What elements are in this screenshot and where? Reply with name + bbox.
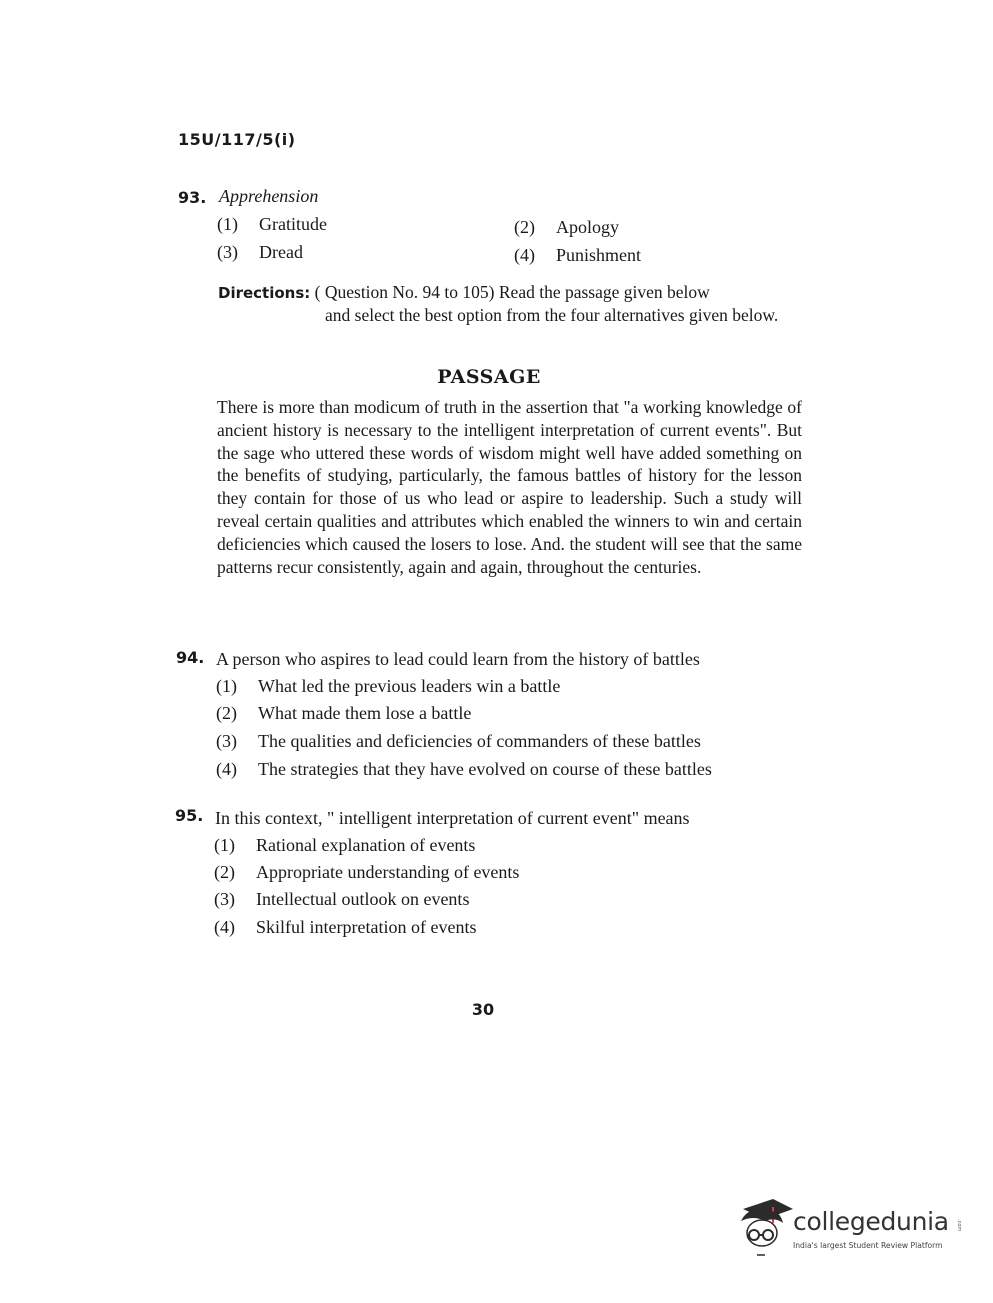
option-number: (1)	[216, 676, 237, 696]
directions-rest: and select the best option from the four alternatives given below.	[325, 305, 779, 325]
option-4	[514, 245, 641, 266]
option-text: The strategies that they have evolved on course of these battles	[258, 759, 712, 779]
option-text: Intellectual outlook on events	[256, 889, 470, 909]
option-3	[214, 889, 469, 910]
option-3	[217, 242, 303, 263]
option-text: Apology	[556, 217, 619, 237]
option-number: (4)	[514, 245, 535, 265]
paper-code: 15U/117/5(i)	[178, 130, 296, 149]
option-text: Skilful interpretation of events	[256, 917, 477, 937]
option-4	[216, 759, 712, 780]
option-text: Appropriate understanding of events	[256, 862, 520, 882]
option-4	[214, 917, 476, 938]
option-text: The qualities and deficiencies of commanders of these battles	[258, 731, 701, 751]
directions	[218, 281, 808, 326]
option-number: (4)	[214, 917, 235, 937]
option-number: (1)	[214, 835, 235, 855]
collegedunia-logo[interactable]	[735, 1195, 965, 1265]
passage-text: There is more than modicum of truth in the assertion that "a working knowledge of ancient history is necessary to the intelligent interpretation of current events". But the sage who uttered these words of wisdom might well have added something on the benefits of studying, particularly, the famous battles of history for the lesson they contain for those of us who lead or aspire to leadership. Such a study will reveal certain qualities and attributes which enabled the winners to win and certain deficiencies which caused the losers to lose. And. the student will see that the same patterns recur consistently, again and again, throughout the centuries.	[217, 397, 802, 577]
option-text: Gratitude	[259, 214, 327, 234]
question-text: In this context, " intelligent interpretation of current event" means	[215, 808, 690, 828]
option-3	[216, 731, 701, 752]
option-number: (2)	[216, 703, 237, 723]
question-number: 95.	[175, 806, 204, 825]
option-number: (1)	[217, 214, 238, 234]
option-number: (4)	[216, 759, 237, 779]
option-text: What made them lose a battle	[258, 703, 472, 723]
page-number: 30	[471, 1000, 495, 1019]
option-1	[214, 835, 475, 856]
option-text: Punishment	[556, 245, 642, 265]
passage-title: PASSAGE	[437, 366, 541, 388]
mascot-icon	[735, 1195, 795, 1265]
question-number: 93.	[178, 188, 207, 207]
option-number: (3)	[214, 889, 235, 909]
logo-brand-text: collegedunia	[793, 1207, 949, 1236]
question-text: A person who aspires to lead could learn from the history of battles	[216, 649, 700, 669]
logo-domain-suffix: .com	[956, 1219, 962, 1232]
question-number: 94.	[176, 648, 205, 667]
directions-first-line: ( Question No. 94 to 105) Read the passage given below	[314, 282, 710, 302]
directions-label: Directions:	[218, 284, 311, 302]
option-text: What led the previous leaders win a battle	[258, 676, 561, 696]
question-text: Apprehension	[219, 186, 319, 206]
option-number: (3)	[217, 242, 238, 262]
option-1	[216, 676, 560, 697]
logo-tagline: India's largest Student Review Platform	[793, 1241, 943, 1250]
option-text: Dread	[259, 242, 303, 262]
option-text: Rational explanation of events	[256, 835, 476, 855]
option-2	[214, 862, 519, 883]
option-2	[514, 217, 619, 238]
option-2	[216, 703, 471, 724]
option-1	[217, 214, 327, 235]
option-number: (3)	[216, 731, 237, 751]
option-number: (2)	[214, 862, 235, 882]
option-number: (2)	[514, 217, 535, 237]
